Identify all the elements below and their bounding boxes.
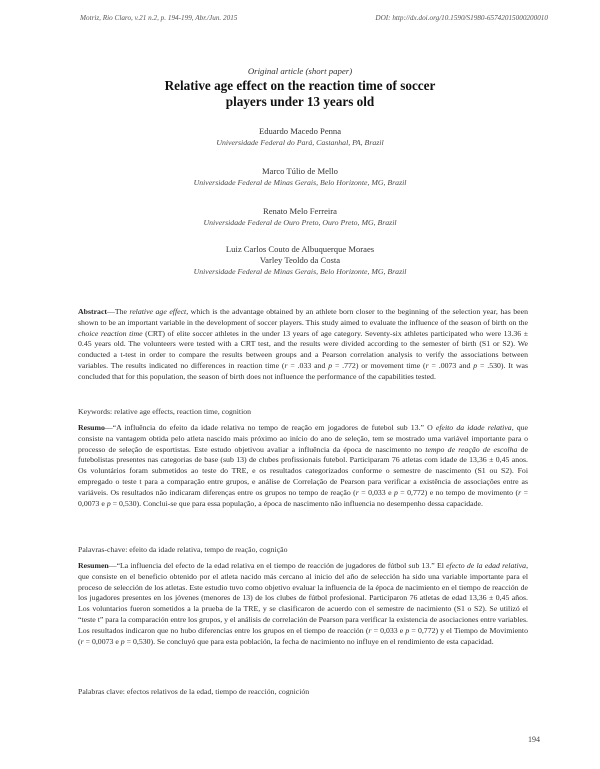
abstract-text: = 0,772) e no tempo de movimento ( — [397, 487, 519, 497]
stat-symbol: r — [425, 360, 429, 370]
author-name: Marco Túlio de Mello — [262, 166, 338, 176]
abstract-text: , which is the advantage obtained by an athlete born closer to the beginning of the selection year, has been shown to be an important variable in the development of soccer players. This study aimed to evaluate the influence of the season of birth on the — [78, 307, 528, 327]
abstract-term: relative age effect — [129, 307, 187, 316]
paper-title-line-1: Relative age effect on the reaction time of soccer — [164, 78, 436, 93]
author-block-4 — [0, 244, 600, 277]
abstract-text: = .772) or movement time ( — [332, 360, 426, 370]
stat-symbol: r — [518, 487, 522, 497]
author-name: Luiz Carlos Couto de Albuquerque Moraes — [225, 244, 375, 254]
stat-symbol: p — [393, 487, 398, 497]
abstract-text: = 0,0073 e — [78, 487, 528, 508]
stat-symbol: p — [473, 360, 478, 370]
abstract-text: = 0,530). Conclui-se que para essa população, a época de nascimento não influencia no desempenho dessa capacidade. — [110, 498, 483, 508]
author-block-3 — [0, 206, 600, 228]
stat-symbol: p — [405, 625, 410, 635]
author-name: Varley Teoldo da Costa — [259, 255, 341, 265]
stat-symbol: p — [106, 498, 111, 508]
stat-symbol: r — [355, 487, 359, 497]
abstract-term: choice reaction time — [78, 328, 143, 338]
stat-symbol: r — [368, 625, 372, 635]
abstract-label: Abstract — [78, 307, 108, 316]
journal-citation: Motriz, Rio Claro, v.21 n.2, p. 194-199, Abr./Jun. 2015 — [80, 14, 238, 22]
author-block-2 — [0, 166, 600, 188]
abstract-portuguese — [78, 423, 528, 509]
abstract-text: , que consiste na vantagem obtida pelo atleta nascido mais próximo ao início do ano de seleção, tem se mostrado uma variável importante para o processo de seleção de esportistas. Este estudo objetivou avaliar a influência da época de nascimento no — [78, 423, 529, 454]
abstract-text: de futebolistas presentes nas categorias de base (sub 13) de clubes profissionais futebol. Participaram 76 atletas com idade de 13,36 ± 0,45 anos. Os voluntários foram submetidos ao teste do TRE, e os resultados categorizados conforme o semestre de nascimento (S1 ou S2). Foi empregado o teste t para a comparação entre grupos, e análise de Correlação de Pearson para verificar a existência de associações entre as variáveis. Os resultados não indicaram diferenças entre os grupos no tempo de reação ( — [78, 444, 529, 497]
author-affiliation: Universidade Federal de Minas Gerais, Belo Horizonte, MG, Brazil — [193, 267, 407, 276]
stat-symbol: r — [284, 360, 288, 370]
paper-title — [0, 78, 600, 110]
abstract-text: = .530). It was concluded that for this population, the season of birth does not influence the performance of the capabilities tested. — [78, 360, 529, 381]
author-affiliation: Universidade Federal do Pará, Castanhal, PA, Brazil — [216, 138, 384, 147]
stat-symbol: p — [328, 360, 333, 370]
abstract-text: = .0073 and — [428, 360, 474, 370]
keywords-spanish: Palabras clave: efectos relativos de la edad, tiempo de reacción, cognición — [78, 687, 310, 696]
abstract-text: —“A influência do efeito da idade relativa no tempo de reação em jogadores de futebol sub 13.” O — [104, 423, 436, 432]
abstract-text: = 0,530). Se concluyó que para esta población, la fecha de nacimiento no influye en el rendimiento de esta capacidad. — [124, 636, 494, 646]
author-name: Eduardo Macedo Penna — [258, 126, 342, 136]
stat-symbol: r — [80, 636, 84, 646]
abstract-text: —The — [107, 307, 130, 316]
abstract-text: (CRT) of elite soccer athletes in the under 13 years of age category. Seventy-six athletes participated who were 13.36 ± 0.45 years old. The volunteers were tested with a CRT test, and the results were divided according to the semester of birth (S1 or S2). We conducted a t-test in order to compare the results between groups and a Pearson correlation analysis to verify the associations between variables. The results indicated no differences in reaction time ( — [78, 328, 528, 370]
author-name: Renato Melo Ferreira — [263, 206, 337, 216]
abstract-label: Resumo — [78, 423, 105, 432]
abstract-text: = 0,033 e — [371, 625, 406, 635]
keywords-portuguese: Palavras-chave: efeito da idade relativa, tempo de reação, cognição — [78, 545, 288, 554]
abstract-term: efecto de la edad relativa — [446, 561, 527, 570]
author-affiliation: Universidade Federal de Minas Gerais, Belo Horizonte, MG, Brazil — [193, 178, 407, 187]
author-affiliation: Universidade Federal de Ouro Preto, Ouro Preto, MG, Brazil — [203, 218, 397, 227]
author-block-1 — [0, 126, 600, 148]
doi-link[interactable]: DOI: http://dx.doi.org/10.1590/S1980-65742015000200010 — [375, 14, 548, 22]
abstract-term: efeito da idade relativa — [435, 423, 512, 432]
abstract-text: = 0,0073 e — [83, 636, 121, 646]
abstract-term: tempo de reação de escolha — [425, 444, 518, 454]
abstract-text: = 0,033 e — [358, 487, 394, 497]
abstract-text: = 0,772) y el Tiempo de Movimiento ( — [78, 625, 528, 646]
abstract-label: Resumen — [78, 561, 109, 570]
article-type: Original article (short paper) — [247, 66, 353, 76]
abstract-text: , que consiste en el beneficio obtenido por el atleta nacido más cercano al inicio del año de selección ha sido una variable importante para el proceso de selección de los atletas. Este estudio tuvo como objetivo evaluar la influencia de la época de nacimiento en el tiempo de reacción de los jugadores presentes en los jóvenes (menores de 13) de los clubes de fútbol profesional. Participaron 76 atletas de edad 13,36 ± 0,45 años. Los voluntarios fueron sometidos a la prueba de la TRE, y se clasificaron de acuerdo con el semestre de nacimiento (S1 o S2). Se utilizó el “teste t” para la comparación entre los grupos, y el análisis de correlación de Pearson para verificar la existencia de asociaciones entre variables. Los resultados indicaron que no hubo diferencias entre los grupos en el tiempo de reacción ( — [78, 561, 529, 635]
abstract-english — [78, 307, 528, 383]
abstract-spanish — [78, 561, 528, 647]
abstract-text: = .033 and — [287, 360, 329, 370]
page-number: 194 — [528, 735, 540, 744]
stat-symbol: p — [120, 636, 125, 646]
keywords-english: Keywords: relative age effects, reaction time, cognition — [78, 407, 252, 416]
abstract-text: —“La influencia del efecto de la edad relativa en el tiempo de reacción de jugadores de fútbol sub 13.” El — [108, 561, 447, 570]
paper-title-line-2: players under 13 years old — [225, 94, 375, 109]
